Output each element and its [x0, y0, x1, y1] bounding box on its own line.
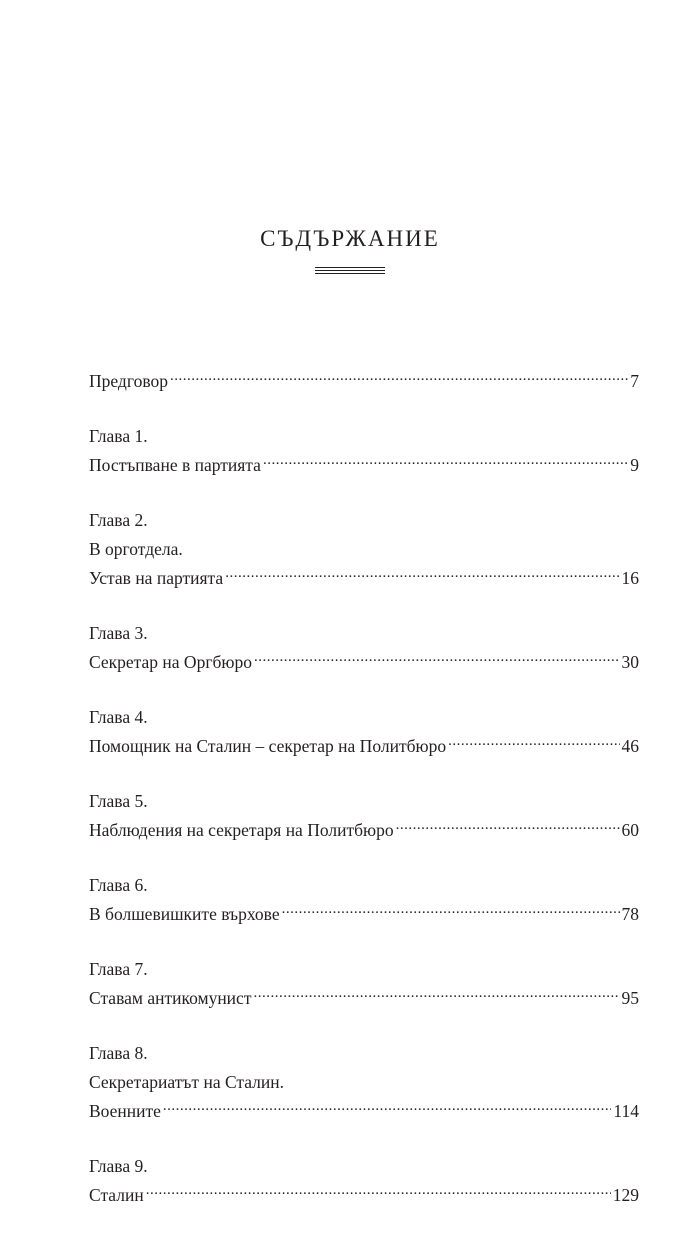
toc-entry-chapter-9[interactable]: [89, 1152, 639, 1210]
toc-chapter-label: Глава 6.: [89, 875, 148, 895]
toc-entry-title: Постъпване в партията: [89, 455, 261, 475]
dot-leader: [282, 903, 620, 921]
toc-entry-row: [89, 648, 639, 677]
toc-page-number: 60: [621, 820, 639, 840]
toc-entry-preface[interactable]: [89, 367, 639, 396]
page-title: съдържание: [260, 218, 440, 254]
dot-leader: [396, 819, 620, 837]
dot-leader: [254, 651, 620, 669]
toc-entry-title: Ставам антикомунист: [89, 988, 252, 1008]
toc-chapter-label: Глава 9.: [89, 1156, 148, 1176]
ornament-line: [315, 270, 385, 271]
toc-entry-title: Секретар на Оргбюро: [89, 652, 252, 672]
toc-entry-row: [89, 732, 639, 761]
ornament-line: [315, 267, 385, 268]
title-ornament-rule: [315, 267, 385, 274]
toc-page-number: 46: [621, 736, 639, 756]
toc-chapter-label: Глава 2.: [89, 510, 148, 530]
dot-leader: [225, 567, 619, 585]
toc-entry-subtitle: Секретариатът на Сталин.: [89, 1072, 285, 1092]
dot-leader: [253, 987, 619, 1005]
toc-entry-row: [89, 900, 639, 929]
toc-entry-title: Устав на партията: [89, 568, 224, 588]
toc-chapter-label: Глава 1.: [89, 426, 148, 446]
dot-leader: [448, 735, 619, 753]
toc-entry-row: [89, 451, 639, 480]
toc-page-number: 30: [621, 652, 639, 672]
toc-entry-chapter-8[interactable]: [89, 1039, 639, 1126]
toc-entry-chapter-2[interactable]: [89, 506, 639, 593]
toc-chapter-label: Глава 7.: [89, 959, 148, 979]
toc-page-number: 114: [613, 1101, 639, 1121]
table-of-contents: [89, 367, 639, 1236]
toc-entry-title: Военните: [89, 1101, 161, 1121]
toc-page-number: 9: [630, 455, 639, 475]
toc-entry-title: В болшевишките върхове: [89, 904, 280, 924]
toc-entry-row: [89, 1181, 639, 1210]
toc-entry-subtitle: В орготдела.: [89, 539, 183, 559]
toc-entry-row: [89, 1097, 639, 1126]
toc-entry-title: Наблюдения на секретаря на Политбюро: [89, 820, 394, 840]
toc-chapter-label: Глава 8.: [89, 1043, 148, 1063]
dot-leader: [146, 1184, 611, 1202]
toc-entry-title: Помощник на Сталин – секретар на Политбюро: [89, 736, 447, 756]
toc-entry-row: [89, 564, 639, 593]
toc-entry-row: [89, 816, 639, 845]
dot-leader: [170, 370, 628, 388]
toc-entry-chapter-6[interactable]: [89, 871, 639, 929]
toc-page-number: 129: [612, 1185, 639, 1205]
toc-page-number: 16: [621, 568, 639, 588]
toc-entry-row: [89, 367, 639, 396]
toc-entry-chapter-1[interactable]: [89, 422, 639, 480]
toc-entry-chapter-5[interactable]: [89, 787, 639, 845]
toc-page-number: 78: [621, 904, 639, 924]
toc-entry-chapter-3[interactable]: [89, 619, 639, 677]
toc-chapter-label: Глава 3.: [89, 623, 148, 643]
toc-chapter-label: Глава 4.: [89, 707, 148, 727]
toc-page-number: 7: [630, 371, 639, 391]
toc-entry-title: Сталин: [89, 1185, 144, 1205]
toc-chapter-label: Глава 5.: [89, 791, 148, 811]
toc-entry-chapter-7[interactable]: [89, 955, 639, 1013]
toc-page-number: 95: [621, 988, 639, 1008]
toc-entry-title: Предговор: [89, 371, 168, 391]
dot-leader: [163, 1100, 611, 1118]
ornament-line: [315, 273, 385, 274]
dot-leader: [263, 454, 628, 472]
toc-entry-row: [89, 984, 639, 1013]
toc-entry-chapter-4[interactable]: [89, 703, 639, 761]
